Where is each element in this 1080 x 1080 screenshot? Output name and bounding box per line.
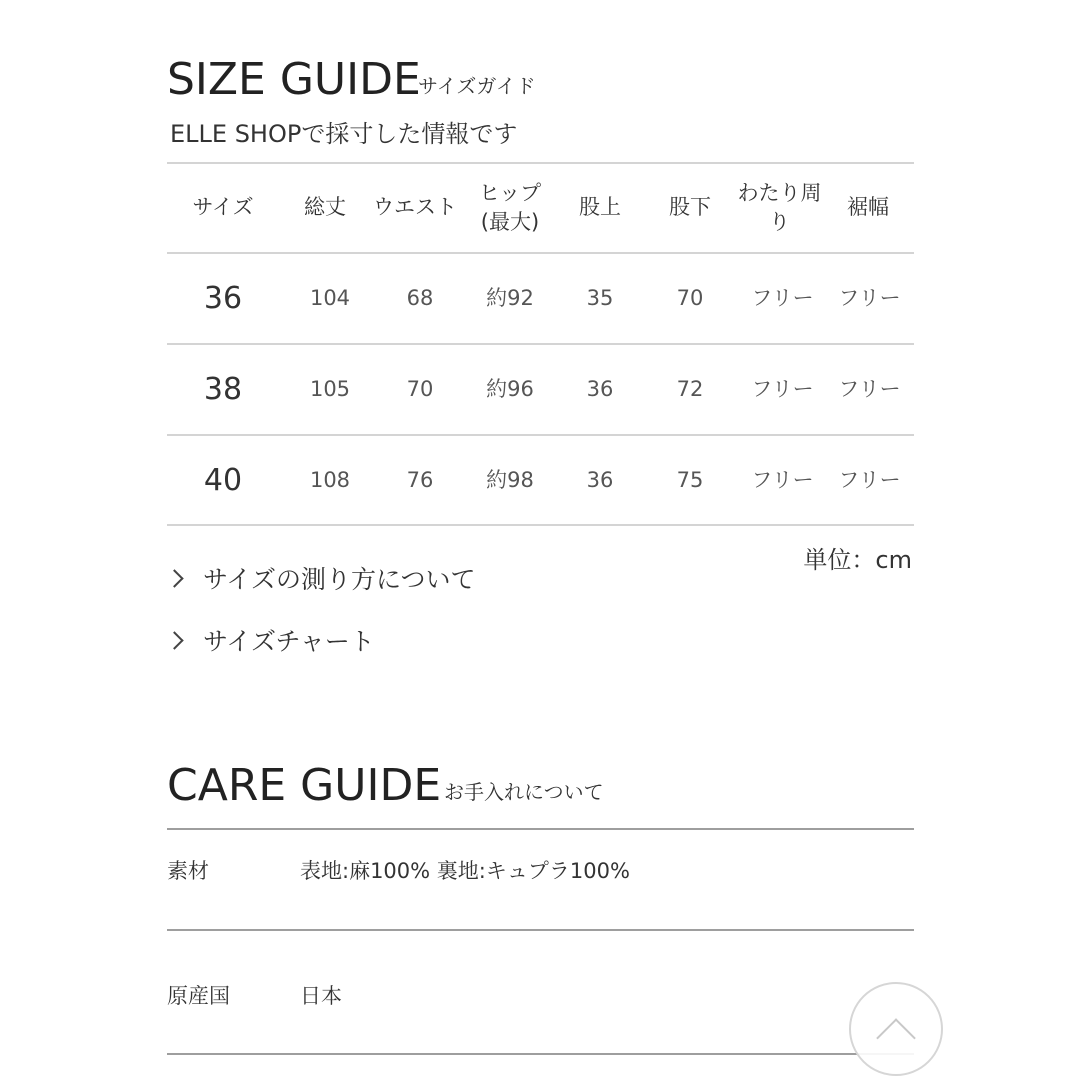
cell-hem: フリー	[838, 377, 901, 402]
column-header-hip: ヒップ (最大)	[478, 180, 542, 234]
cell-rise: 36	[586, 468, 614, 493]
back-to-top-button[interactable]	[849, 982, 943, 1076]
cell-hip: 約96	[486, 377, 534, 402]
care-value-origin: 日本	[300, 984, 342, 1008]
column-header-rise: 股上	[579, 195, 621, 220]
table-row-divider	[167, 434, 914, 436]
cell-hem: フリー	[838, 468, 901, 493]
cell-length: 108	[309, 468, 351, 493]
chevron-right-icon	[165, 569, 183, 587]
care-label-material: 素材	[167, 859, 209, 883]
chevron-up-icon	[876, 1018, 916, 1058]
cell-size: 36	[203, 281, 243, 316]
cell-waist: 70	[406, 377, 434, 402]
table-bottom-border	[167, 524, 914, 526]
cell-rise: 36	[586, 377, 614, 402]
size-chart-link-label: サイズチャート	[203, 627, 375, 656]
cell-inseam: 75	[676, 468, 704, 493]
table-row-divider	[167, 343, 914, 345]
cell-hem: フリー	[838, 286, 901, 311]
cell-hip: 約98	[486, 468, 534, 493]
table-row-divider	[167, 252, 914, 254]
column-header-waist: ウエスト	[373, 195, 457, 220]
cell-length: 105	[309, 377, 351, 402]
care-table-top-border	[167, 828, 914, 830]
care-guide-title: CARE GUIDE	[167, 760, 442, 811]
column-header-length: 総丈	[304, 195, 346, 220]
column-header-inseam: 股下	[669, 195, 711, 220]
care-guide-subtitle-ja: お手入れについて	[444, 780, 604, 804]
care-row-divider	[167, 929, 914, 931]
cell-waist: 68	[406, 286, 434, 311]
size-guide-title: SIZE GUIDE	[167, 54, 421, 105]
table-top-border	[167, 162, 914, 164]
size-guide-subtitle-ja: サイズガイド	[418, 74, 536, 98]
how-to-measure-link-label: サイズの測り方について	[203, 565, 476, 594]
cell-thigh: フリー	[751, 377, 814, 402]
size-guide-description: ELLE SHOPで採寸した情報です	[170, 120, 518, 148]
how-to-measure-link[interactable]	[166, 560, 476, 596]
cell-thigh: フリー	[751, 468, 814, 493]
column-header-thigh: わたり周 り	[737, 180, 822, 234]
cell-waist: 76	[406, 468, 434, 493]
cell-rise: 35	[586, 286, 614, 311]
care-row-divider	[167, 1053, 914, 1055]
unit-note: 単位：cm	[803, 546, 912, 574]
cell-hip: 約92	[486, 286, 534, 311]
cell-length: 104	[309, 286, 351, 311]
cell-inseam: 70	[676, 286, 704, 311]
cell-size: 40	[203, 463, 243, 498]
cell-thigh: フリー	[751, 286, 814, 311]
care-label-origin: 原産国	[167, 984, 230, 1008]
chevron-right-icon	[165, 631, 183, 649]
cell-size: 38	[203, 372, 243, 407]
size-chart-link[interactable]	[166, 622, 375, 658]
column-header-hem: 裾幅	[847, 195, 889, 220]
care-value-material: 表地:麻100% 裏地:キュプラ100%	[300, 859, 630, 883]
cell-inseam: 72	[676, 377, 704, 402]
column-header-size: サイズ	[192, 195, 254, 220]
